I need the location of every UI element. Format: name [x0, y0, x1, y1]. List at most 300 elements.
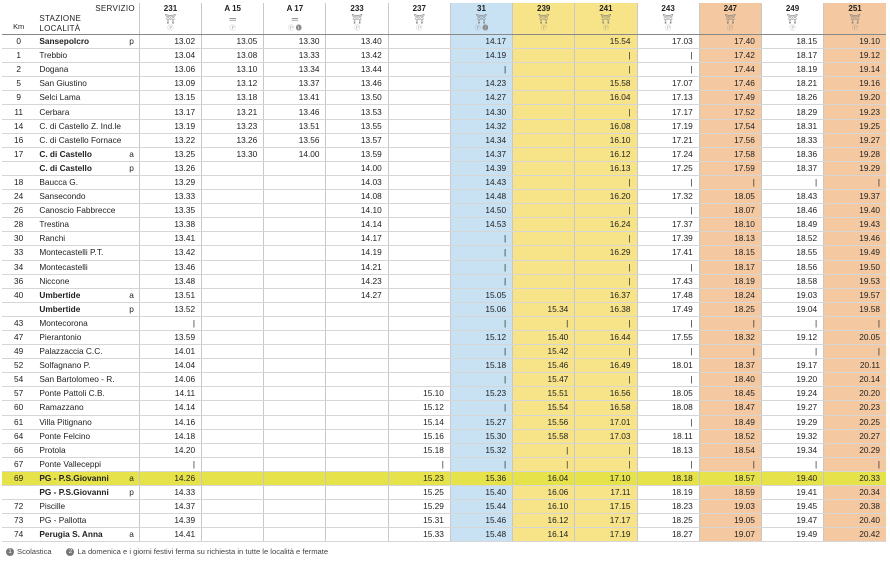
time-cell — [326, 457, 388, 471]
time-cell: 15.32 — [450, 443, 512, 457]
time-cell: 13.04 — [139, 49, 201, 63]
time-cell: 13.51 — [264, 119, 326, 133]
time-cell — [264, 387, 326, 401]
time-cell — [388, 119, 450, 133]
time-cell — [513, 232, 575, 246]
time-cell — [388, 35, 450, 49]
time-cell: 15.06 — [450, 302, 512, 316]
header-row — [2, 3, 886, 35]
time-cell: 17.58 — [699, 147, 761, 161]
time-cell — [388, 133, 450, 147]
table-row — [2, 204, 886, 218]
time-cell: 18.13 — [699, 232, 761, 246]
time-cell: 13.56 — [264, 133, 326, 147]
service-number: A 17 — [286, 4, 304, 13]
table-row — [2, 246, 886, 260]
time-cell: 13.02 — [139, 35, 201, 49]
time-cell: 19.14 — [824, 63, 886, 77]
time-cell: 14.41 — [139, 528, 201, 542]
time-cell: 13.22 — [139, 133, 201, 147]
table-row — [2, 232, 886, 246]
time-cell — [513, 49, 575, 63]
table-row — [2, 133, 886, 147]
time-cell: 18.55 — [761, 246, 823, 260]
km-cell: 66 — [2, 443, 35, 457]
time-cell: 13.30 — [202, 147, 264, 161]
legend-note-1: Scolastica — [17, 547, 52, 556]
scolastica-badge-icon: 1 — [6, 548, 14, 556]
station-name: C. di Castello — [35, 161, 124, 175]
time-cell: 20.11 — [824, 359, 886, 373]
time-cell: 18.07 — [699, 204, 761, 218]
km-cell: 64 — [2, 429, 35, 443]
time-cell: 18.10 — [699, 218, 761, 232]
time-cell: 14.39 — [139, 514, 201, 528]
km-label: Km — [13, 22, 25, 31]
time-cell: 16.10 — [575, 133, 637, 147]
timetable — [2, 3, 886, 542]
time-cell — [326, 429, 388, 443]
time-cell: | — [637, 175, 699, 189]
station-name: PG - P.S.Giovanni — [35, 486, 124, 500]
time-cell: 19.29 — [761, 415, 823, 429]
km-cell: 40 — [2, 288, 35, 302]
arrival-departure-flag — [124, 232, 139, 246]
table-row — [2, 486, 886, 500]
service-number: A 15 — [224, 4, 241, 13]
km-cell: 33 — [2, 246, 35, 260]
station-name: Protola — [35, 443, 124, 457]
service-header-9 — [699, 3, 761, 35]
time-cell: 17.44 — [699, 63, 761, 77]
time-cell: | — [575, 63, 637, 77]
time-cell: 13.59 — [326, 147, 388, 161]
time-cell: | — [450, 373, 512, 387]
time-cell — [326, 528, 388, 542]
time-cell — [326, 345, 388, 359]
legend — [6, 547, 328, 556]
time-cell: 19.57 — [824, 288, 886, 302]
time-cell: 13.21 — [202, 105, 264, 119]
station-name: C. di Castello Fornace — [35, 133, 124, 147]
km-cell: 9 — [2, 91, 35, 105]
time-cell: 19.34 — [761, 443, 823, 457]
table-row — [2, 359, 886, 373]
time-cell: 17.55 — [637, 330, 699, 344]
time-cell: 18.19 — [699, 274, 761, 288]
km-cell: 18 — [2, 175, 35, 189]
time-cell: 17.39 — [637, 232, 699, 246]
arrival-departure-flag — [124, 274, 139, 288]
time-cell: 19.03 — [699, 500, 761, 514]
time-cell — [388, 105, 450, 119]
time-cell: 13.42 — [326, 49, 388, 63]
time-cell: 18.15 — [699, 246, 761, 260]
service-note: Ⓟ — [602, 26, 609, 32]
time-cell — [513, 260, 575, 274]
time-cell: 18.43 — [761, 190, 823, 204]
time-cell: | — [139, 316, 201, 330]
time-cell: | — [699, 316, 761, 330]
time-cell: 15.58 — [575, 77, 637, 91]
station-name: PG - Pallotta — [35, 514, 124, 528]
time-cell — [513, 133, 575, 147]
km-cell: 69 — [2, 471, 35, 485]
time-cell: 20.23 — [824, 401, 886, 415]
festivi-badge-icon: 2 — [66, 548, 74, 556]
time-cell — [264, 302, 326, 316]
time-cell — [202, 415, 264, 429]
time-cell: 14.01 — [139, 345, 201, 359]
table-row — [2, 218, 886, 232]
time-cell: 16.38 — [575, 302, 637, 316]
service-note: Ⓟ ❷ — [474, 26, 489, 32]
time-cell: 14.21 — [326, 260, 388, 274]
table-row — [2, 119, 886, 133]
time-cell: 19.03 — [761, 288, 823, 302]
service-header-2 — [264, 3, 326, 35]
time-cell: 18.57 — [699, 471, 761, 485]
time-cell: 16.04 — [513, 471, 575, 485]
km-cell: 2 — [2, 63, 35, 77]
time-cell: 18.52 — [699, 429, 761, 443]
arrival-departure-flag — [124, 345, 139, 359]
time-cell: 19.49 — [761, 528, 823, 542]
time-cell: 16.24 — [575, 218, 637, 232]
time-cell: | — [637, 415, 699, 429]
service-number: 249 — [785, 4, 800, 13]
time-cell: 19.17 — [761, 359, 823, 373]
time-cell: 19.53 — [824, 274, 886, 288]
time-cell: | — [699, 345, 761, 359]
station-name: Ramazzano — [35, 401, 124, 415]
time-cell: 15.30 — [450, 429, 512, 443]
time-cell — [202, 486, 264, 500]
time-cell: 19.05 — [699, 514, 761, 528]
time-cell: 13.59 — [139, 330, 201, 344]
time-cell: 13.06 — [139, 63, 201, 77]
arrival-departure-flag — [124, 457, 139, 471]
time-cell — [202, 387, 264, 401]
time-cell: | — [637, 345, 699, 359]
time-cell: | — [761, 457, 823, 471]
time-cell — [202, 457, 264, 471]
time-cell: 19.32 — [761, 429, 823, 443]
arrival-departure-flag — [124, 514, 139, 528]
time-cell — [202, 345, 264, 359]
time-cell: 15.54 — [513, 401, 575, 415]
service-note: Ⓟ — [354, 26, 361, 32]
time-cell — [513, 147, 575, 161]
time-cell: 13.46 — [264, 105, 326, 119]
time-cell: 13.09 — [139, 77, 201, 91]
time-cell: 13.26 — [139, 161, 201, 175]
bus-icon: ═ — [229, 14, 236, 24]
time-cell: 18.19 — [761, 63, 823, 77]
localita-label: LOCALITÀ — [39, 23, 81, 33]
time-cell: 15.25 — [388, 486, 450, 500]
time-cell: 17.21 — [637, 133, 699, 147]
time-cell — [326, 514, 388, 528]
time-cell — [202, 359, 264, 373]
time-cell: 15.12 — [450, 330, 512, 344]
time-cell — [388, 316, 450, 330]
time-cell: 15.42 — [513, 345, 575, 359]
time-cell: 17.11 — [575, 486, 637, 500]
time-cell: 19.45 — [761, 500, 823, 514]
time-cell: 17.49 — [637, 302, 699, 316]
time-cell: | — [575, 175, 637, 189]
time-cell: | — [450, 232, 512, 246]
time-cell — [202, 260, 264, 274]
arrival-departure-flag — [124, 260, 139, 274]
arrival-departure-flag — [124, 133, 139, 147]
time-cell: | — [575, 345, 637, 359]
time-cell — [326, 330, 388, 344]
time-cell: 14.33 — [139, 486, 201, 500]
time-cell: | — [824, 345, 886, 359]
time-cell — [388, 190, 450, 204]
time-cell — [388, 232, 450, 246]
table-row — [2, 471, 886, 485]
arrival-departure-flag — [124, 443, 139, 457]
time-cell — [513, 161, 575, 175]
arrival-departure-flag — [124, 119, 139, 133]
time-cell: 19.29 — [824, 161, 886, 175]
time-cell — [202, 232, 264, 246]
time-cell: 18.24 — [699, 288, 761, 302]
station-name: Montecastelli — [35, 260, 124, 274]
km-cell: 11 — [2, 105, 35, 119]
table-row — [2, 429, 886, 443]
time-cell: 14.03 — [326, 175, 388, 189]
time-cell — [264, 175, 326, 189]
time-cell: | — [575, 457, 637, 471]
time-cell: 19.10 — [824, 35, 886, 49]
time-cell — [388, 161, 450, 175]
time-cell: 15.54 — [575, 35, 637, 49]
time-cell: 17.37 — [637, 218, 699, 232]
time-cell: | — [450, 260, 512, 274]
station-header — [35, 3, 139, 35]
time-cell: 18.32 — [699, 330, 761, 344]
time-cell — [202, 471, 264, 485]
time-cell: 18.29 — [761, 105, 823, 119]
time-cell: | — [575, 105, 637, 119]
time-cell: 17.19 — [637, 119, 699, 133]
time-cell: 17.56 — [699, 133, 761, 147]
time-cell: 14.50 — [450, 204, 512, 218]
time-cell: 19.58 — [824, 302, 886, 316]
station-name: Ponte Pattoli C.B. — [35, 387, 124, 401]
time-cell — [264, 528, 326, 542]
time-cell: | — [637, 204, 699, 218]
time-cell: 16.37 — [575, 288, 637, 302]
time-cell: 15.56 — [513, 415, 575, 429]
time-cell: | — [637, 373, 699, 387]
station-name: Montecorona — [35, 316, 124, 330]
time-cell: 17.19 — [575, 528, 637, 542]
time-cell: 14.39 — [450, 161, 512, 175]
time-cell — [513, 63, 575, 77]
station-name: Villa Pitignano — [35, 415, 124, 429]
service-note: Ⓟ — [540, 26, 547, 32]
table-row — [2, 260, 886, 274]
time-cell: | — [575, 373, 637, 387]
km-cell: 49 — [2, 345, 35, 359]
bus-icon: ⛩ — [351, 14, 363, 24]
table-row — [2, 274, 886, 288]
time-cell: 15.46 — [450, 514, 512, 528]
time-cell — [264, 190, 326, 204]
time-cell — [388, 49, 450, 63]
time-cell — [513, 288, 575, 302]
time-cell — [202, 161, 264, 175]
arrival-departure-flag — [124, 63, 139, 77]
bus-icon: ⛩ — [475, 14, 488, 24]
station-name: San Giustino — [35, 77, 124, 91]
time-cell: 17.32 — [637, 190, 699, 204]
time-cell: 15.44 — [450, 500, 512, 514]
table-row — [2, 91, 886, 105]
time-cell: 19.12 — [824, 49, 886, 63]
time-cell — [388, 63, 450, 77]
time-cell — [202, 218, 264, 232]
time-cell — [202, 204, 264, 218]
time-cell: 20.20 — [824, 387, 886, 401]
time-cell — [326, 316, 388, 330]
time-cell: 20.05 — [824, 330, 886, 344]
time-cell: 17.40 — [699, 35, 761, 49]
time-cell: | — [637, 260, 699, 274]
time-cell: | — [637, 49, 699, 63]
km-cell: 43 — [2, 316, 35, 330]
time-cell: 15.16 — [388, 429, 450, 443]
time-cell: 14.16 — [139, 415, 201, 429]
time-cell — [326, 500, 388, 514]
time-cell: 19.20 — [761, 373, 823, 387]
time-cell — [326, 373, 388, 387]
time-cell — [202, 175, 264, 189]
bus-icon: ⛩ — [413, 14, 425, 24]
time-cell: 18.25 — [637, 514, 699, 528]
arrival-departure-flag — [124, 500, 139, 514]
service-number: 233 — [350, 4, 364, 13]
time-cell: 13.55 — [326, 119, 388, 133]
time-cell: 19.49 — [824, 246, 886, 260]
km-cell — [2, 161, 35, 175]
time-cell: 15.31 — [388, 514, 450, 528]
time-cell: 13.33 — [264, 49, 326, 63]
km-cell: 60 — [2, 401, 35, 415]
arrival-departure-flag — [124, 316, 139, 330]
time-cell — [202, 401, 264, 415]
time-cell: 18.31 — [761, 119, 823, 133]
table-row — [2, 443, 886, 457]
time-cell: 14.17 — [450, 35, 512, 49]
time-cell — [326, 359, 388, 373]
table-row — [2, 63, 886, 77]
time-cell: 18.37 — [699, 359, 761, 373]
time-cell: 13.44 — [326, 63, 388, 77]
time-cell — [513, 218, 575, 232]
time-cell: 13.57 — [326, 133, 388, 147]
time-cell: 20.29 — [824, 443, 886, 457]
time-cell: 15.58 — [513, 429, 575, 443]
time-cell: 20.14 — [824, 373, 886, 387]
time-cell: 15.34 — [513, 302, 575, 316]
time-cell: 15.33 — [388, 528, 450, 542]
time-cell: 16.14 — [513, 528, 575, 542]
table-row — [2, 77, 886, 91]
time-cell: 18.05 — [637, 387, 699, 401]
time-cell: 14.11 — [139, 387, 201, 401]
arrival-departure-flag: a — [124, 147, 139, 161]
time-cell — [264, 415, 326, 429]
time-cell: 18.17 — [761, 49, 823, 63]
service-header-4 — [388, 3, 450, 35]
time-cell: 13.08 — [202, 49, 264, 63]
time-cell: 16.20 — [575, 190, 637, 204]
time-cell — [388, 359, 450, 373]
time-cell: 17.41 — [637, 246, 699, 260]
time-cell: 18.15 — [761, 35, 823, 49]
time-cell: 14.26 — [139, 471, 201, 485]
time-cell — [264, 274, 326, 288]
time-cell: 17.54 — [699, 119, 761, 133]
km-cell: 61 — [2, 415, 35, 429]
time-cell: 18.33 — [761, 133, 823, 147]
time-cell: 15.29 — [388, 500, 450, 514]
time-cell: 20.25 — [824, 415, 886, 429]
time-cell — [388, 260, 450, 274]
arrival-departure-flag — [124, 218, 139, 232]
service-note: Ⓟ — [167, 26, 174, 32]
time-cell: 16.58 — [575, 401, 637, 415]
time-cell: 15.23 — [388, 471, 450, 485]
service-number: 241 — [599, 4, 613, 13]
time-cell: 13.34 — [264, 63, 326, 77]
time-cell: 17.13 — [637, 91, 699, 105]
time-cell: 13.30 — [264, 35, 326, 49]
time-cell: 18.49 — [761, 218, 823, 232]
time-cell: 17.15 — [575, 500, 637, 514]
time-cell — [388, 175, 450, 189]
arrival-departure-flag — [124, 246, 139, 260]
time-cell: 13.15 — [139, 91, 201, 105]
time-cell: 13.17 — [139, 105, 201, 119]
time-cell: 19.43 — [824, 218, 886, 232]
time-cell — [513, 91, 575, 105]
station-name: Piscille — [35, 500, 124, 514]
service-number: 251 — [848, 4, 862, 13]
time-cell: | — [450, 274, 512, 288]
station-name: Canoscio Fabbrecce — [35, 204, 124, 218]
time-cell: 16.13 — [575, 161, 637, 175]
station-name: Ponte Valleceppi — [35, 457, 124, 471]
station-name: Sansepolcro — [35, 35, 124, 49]
arrival-departure-flag — [124, 401, 139, 415]
time-cell: 15.23 — [450, 387, 512, 401]
time-cell — [513, 35, 575, 49]
time-cell: 13.52 — [139, 302, 201, 316]
time-cell: 14.14 — [139, 401, 201, 415]
time-cell — [264, 443, 326, 457]
station-name: Palazzaccia C.C. — [35, 345, 124, 359]
time-cell: 13.37 — [264, 77, 326, 91]
km-cell: 72 — [2, 500, 35, 514]
bus-icon: ⛩ — [600, 14, 612, 24]
